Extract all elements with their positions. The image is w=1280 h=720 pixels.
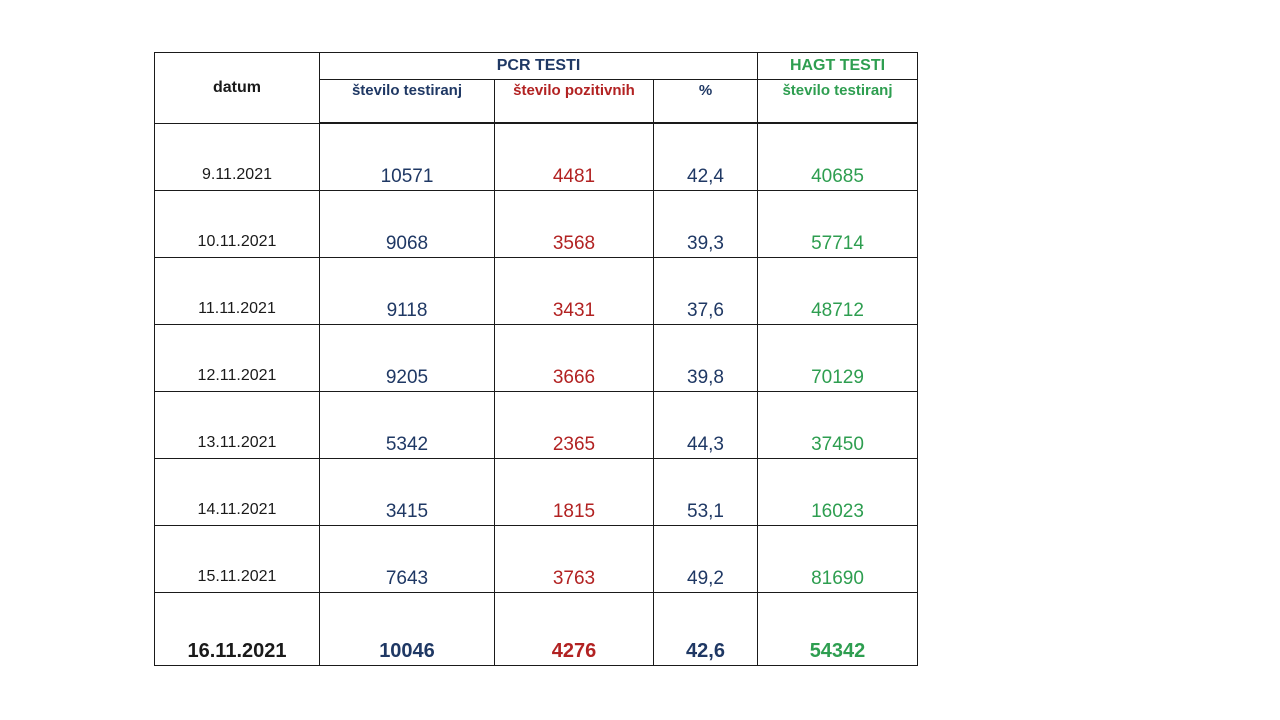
- pcr-positive-cell: 4276: [495, 593, 654, 666]
- pcr-positive-cell: 4481: [495, 123, 654, 191]
- pcr-positive-cell: 3431: [495, 258, 654, 325]
- table-row: [155, 123, 918, 191]
- table-row: [155, 325, 918, 392]
- hagt-tests-group-header: HAGT TESTI: [758, 53, 918, 80]
- pcr-tests-cell: 5342: [320, 392, 495, 459]
- pcr-tests-cell: 10571: [320, 123, 495, 191]
- date-cell: 10.11.2021: [155, 191, 320, 258]
- date-cell: 12.11.2021: [155, 325, 320, 392]
- date-cell: 15.11.2021: [155, 526, 320, 593]
- hagt-tests-cell: 40685: [758, 123, 918, 191]
- date-cell: 9.11.2021: [155, 123, 320, 191]
- percent-cell: 44,3: [654, 392, 758, 459]
- percent-cell: 42,4: [654, 123, 758, 191]
- pcr-tests-group-header: PCR TESTI: [320, 53, 758, 80]
- hagt-tests-cell: 81690: [758, 526, 918, 593]
- hagt-tests-cell: 54342: [758, 593, 918, 666]
- hagt-tests-count-header: število testiranj: [758, 80, 918, 124]
- pcr-positive-count-header: število pozitivnih: [495, 80, 654, 124]
- table-row: [155, 191, 918, 258]
- hagt-tests-cell: 57714: [758, 191, 918, 258]
- table-row: [155, 526, 918, 593]
- table-row: [155, 258, 918, 325]
- date-column-header: datum: [155, 53, 320, 124]
- pcr-positive-cell: 1815: [495, 459, 654, 526]
- table-row: [155, 459, 918, 526]
- testing-statistics-table: [154, 52, 918, 666]
- date-cell: 11.11.2021: [155, 258, 320, 325]
- pcr-tests-cell: 10046: [320, 593, 495, 666]
- hagt-tests-cell: 37450: [758, 392, 918, 459]
- date-cell: 14.11.2021: [155, 459, 320, 526]
- table-row: [155, 392, 918, 459]
- percent-cell: 39,8: [654, 325, 758, 392]
- pcr-positive-cell: 3568: [495, 191, 654, 258]
- percent-cell: 39,3: [654, 191, 758, 258]
- percent-cell: 42,6: [654, 593, 758, 666]
- pcr-percent-header: %: [654, 80, 758, 124]
- pcr-positive-cell: 2365: [495, 392, 654, 459]
- table-row-latest: [155, 593, 918, 666]
- pcr-tests-cell: 3415: [320, 459, 495, 526]
- pcr-tests-cell: 7643: [320, 526, 495, 593]
- pcr-positive-cell: 3666: [495, 325, 654, 392]
- percent-cell: 49,2: [654, 526, 758, 593]
- hagt-tests-cell: 16023: [758, 459, 918, 526]
- percent-cell: 53,1: [654, 459, 758, 526]
- date-cell: 16.11.2021: [155, 593, 320, 666]
- date-cell: 13.11.2021: [155, 392, 320, 459]
- pcr-tests-cell: 9118: [320, 258, 495, 325]
- pcr-tests-cell: 9068: [320, 191, 495, 258]
- pcr-tests-cell: 9205: [320, 325, 495, 392]
- hagt-tests-cell: 48712: [758, 258, 918, 325]
- percent-cell: 37,6: [654, 258, 758, 325]
- pcr-tests-count-header: število testiranj: [320, 80, 495, 124]
- pcr-positive-cell: 3763: [495, 526, 654, 593]
- hagt-tests-cell: 70129: [758, 325, 918, 392]
